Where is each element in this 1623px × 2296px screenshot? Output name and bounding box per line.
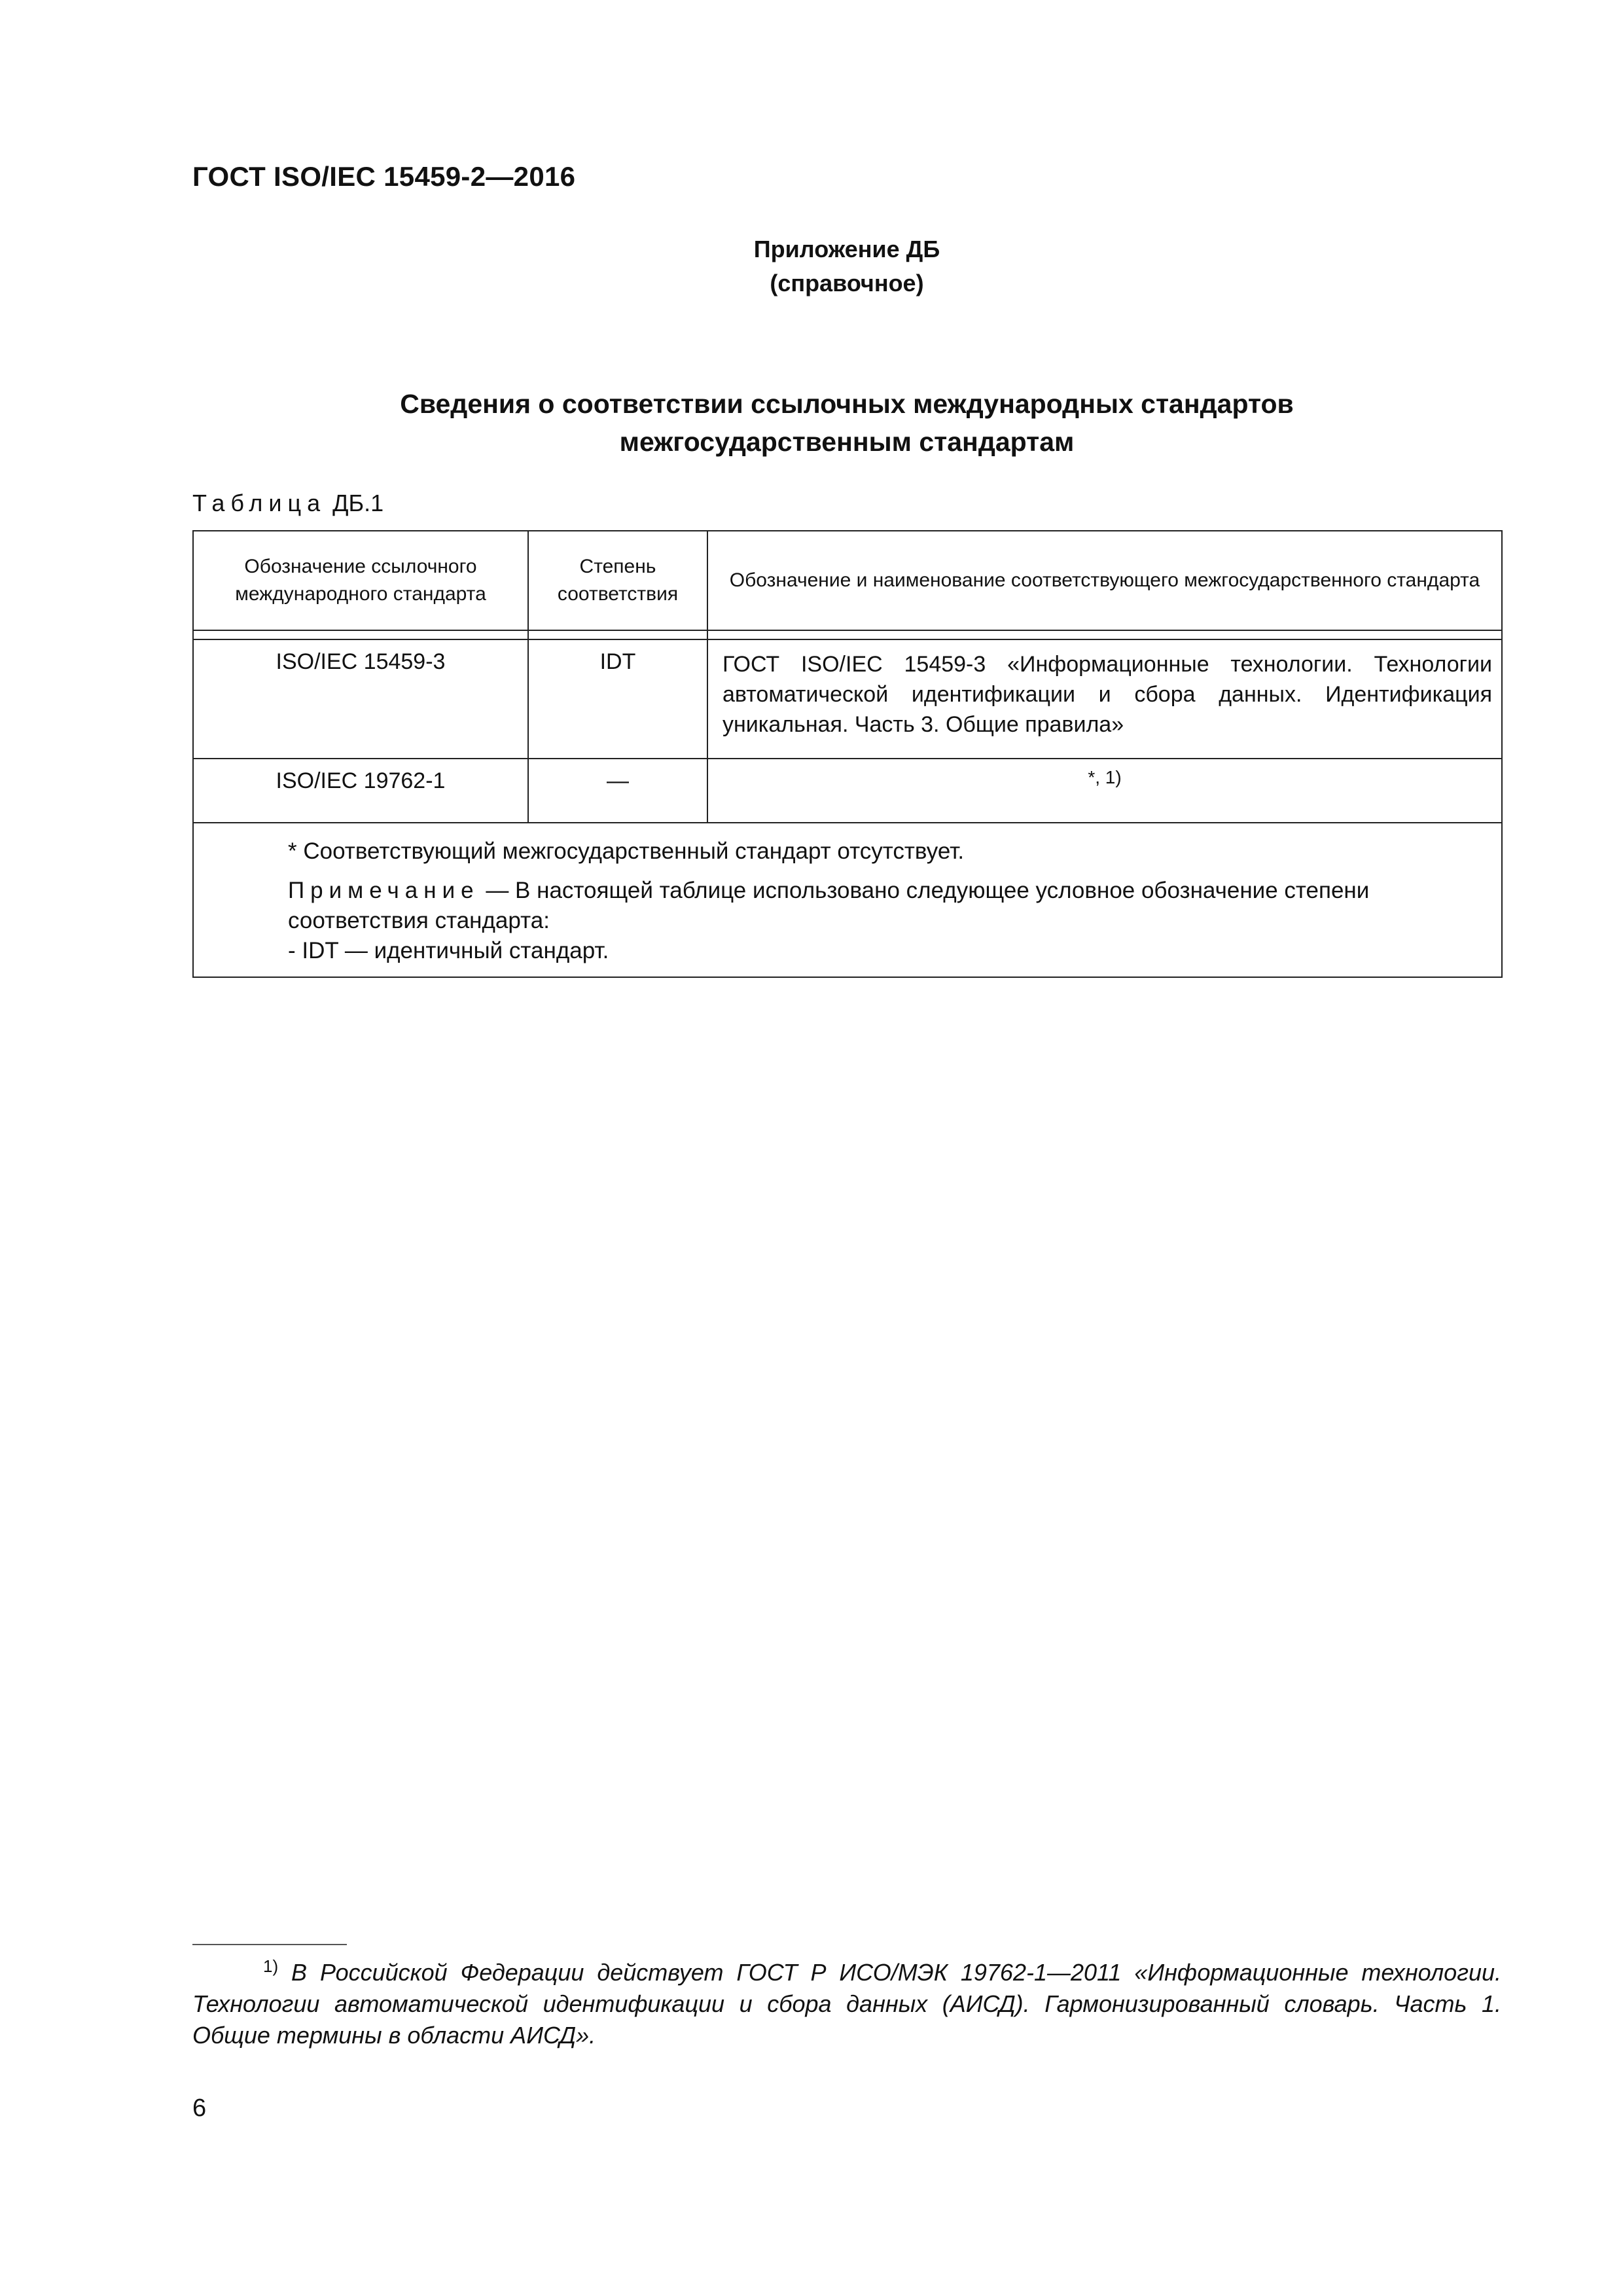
column-header-national-standard: Обозначение и наименование соответствующего межгосударственного стандарта xyxy=(707,531,1502,630)
section-title-line2: межгосударственным стандартам xyxy=(619,427,1075,457)
appendix-heading xyxy=(192,232,1501,300)
table-row xyxy=(193,759,1502,823)
table-caption xyxy=(192,490,383,517)
cell-national-standard: ГОСТ ISO/IEC 15459-3 «Информационные технологии. Технологии автоматической идентификации и сбора данных. Идентификация уникальная. Часть 3. Общие правила» xyxy=(707,639,1502,759)
column-header-degree: Степень соответствия xyxy=(528,531,707,630)
document-code-header: ГОСТ ISO/IEC 15459-2—2016 xyxy=(192,161,576,192)
cell-degree: IDT xyxy=(528,639,707,759)
table-notes-cell xyxy=(193,823,1502,977)
footnote-text: В Российской Федерации действует ГОСТ Р ИСО/МЭК 19762-1—2011 «Информационные технологии. Технологии автоматической идентификации и сбора данных (АИСД). Гармонизированный словарь. Часть 1. Общие термины в области АИСД». xyxy=(192,1959,1501,2049)
cell-reference-standard: ISO/IEC 15459-3 xyxy=(193,639,528,759)
table-note-item: - IDT — идентичный стандарт. xyxy=(288,938,609,963)
table-notes-row xyxy=(193,823,1502,977)
page-footnote xyxy=(192,1957,1501,2051)
table-header-row xyxy=(193,531,1502,630)
table-caption-word: Таблица xyxy=(192,490,327,516)
table-note xyxy=(202,876,1493,936)
table-row xyxy=(193,639,1502,759)
page-number: 6 xyxy=(192,2094,207,2122)
table-note-label: Примечание xyxy=(288,878,480,903)
table-caption-number: ДБ.1 xyxy=(332,490,384,516)
reference-standards-table xyxy=(192,530,1503,978)
table-footnote-star: * Соответствующий межгосударственный стандарт отсутствует. xyxy=(288,838,965,864)
cell-reference-standard: ISO/IEC 19762-1 xyxy=(193,759,528,823)
section-title xyxy=(192,385,1501,461)
cell-national-standard: *, 1) xyxy=(707,759,1502,823)
appendix-title: Приложение ДБ xyxy=(753,236,940,262)
column-header-reference-standard: Обозначение ссылочного международного стандарта xyxy=(193,531,528,630)
footnote-separator xyxy=(192,1944,347,1945)
header-separator xyxy=(193,630,1502,639)
section-title-line1: Сведения о соответствии ссылочных международных стандартов xyxy=(400,389,1294,419)
footnote-marker: 1) xyxy=(263,1956,279,1976)
cell-degree: — xyxy=(528,759,707,823)
table-note-text: — В настоящей таблице использовано следующее условное обозначение степени соответствия стандарта: xyxy=(288,878,1370,933)
appendix-subtitle: (справочное) xyxy=(770,270,924,296)
